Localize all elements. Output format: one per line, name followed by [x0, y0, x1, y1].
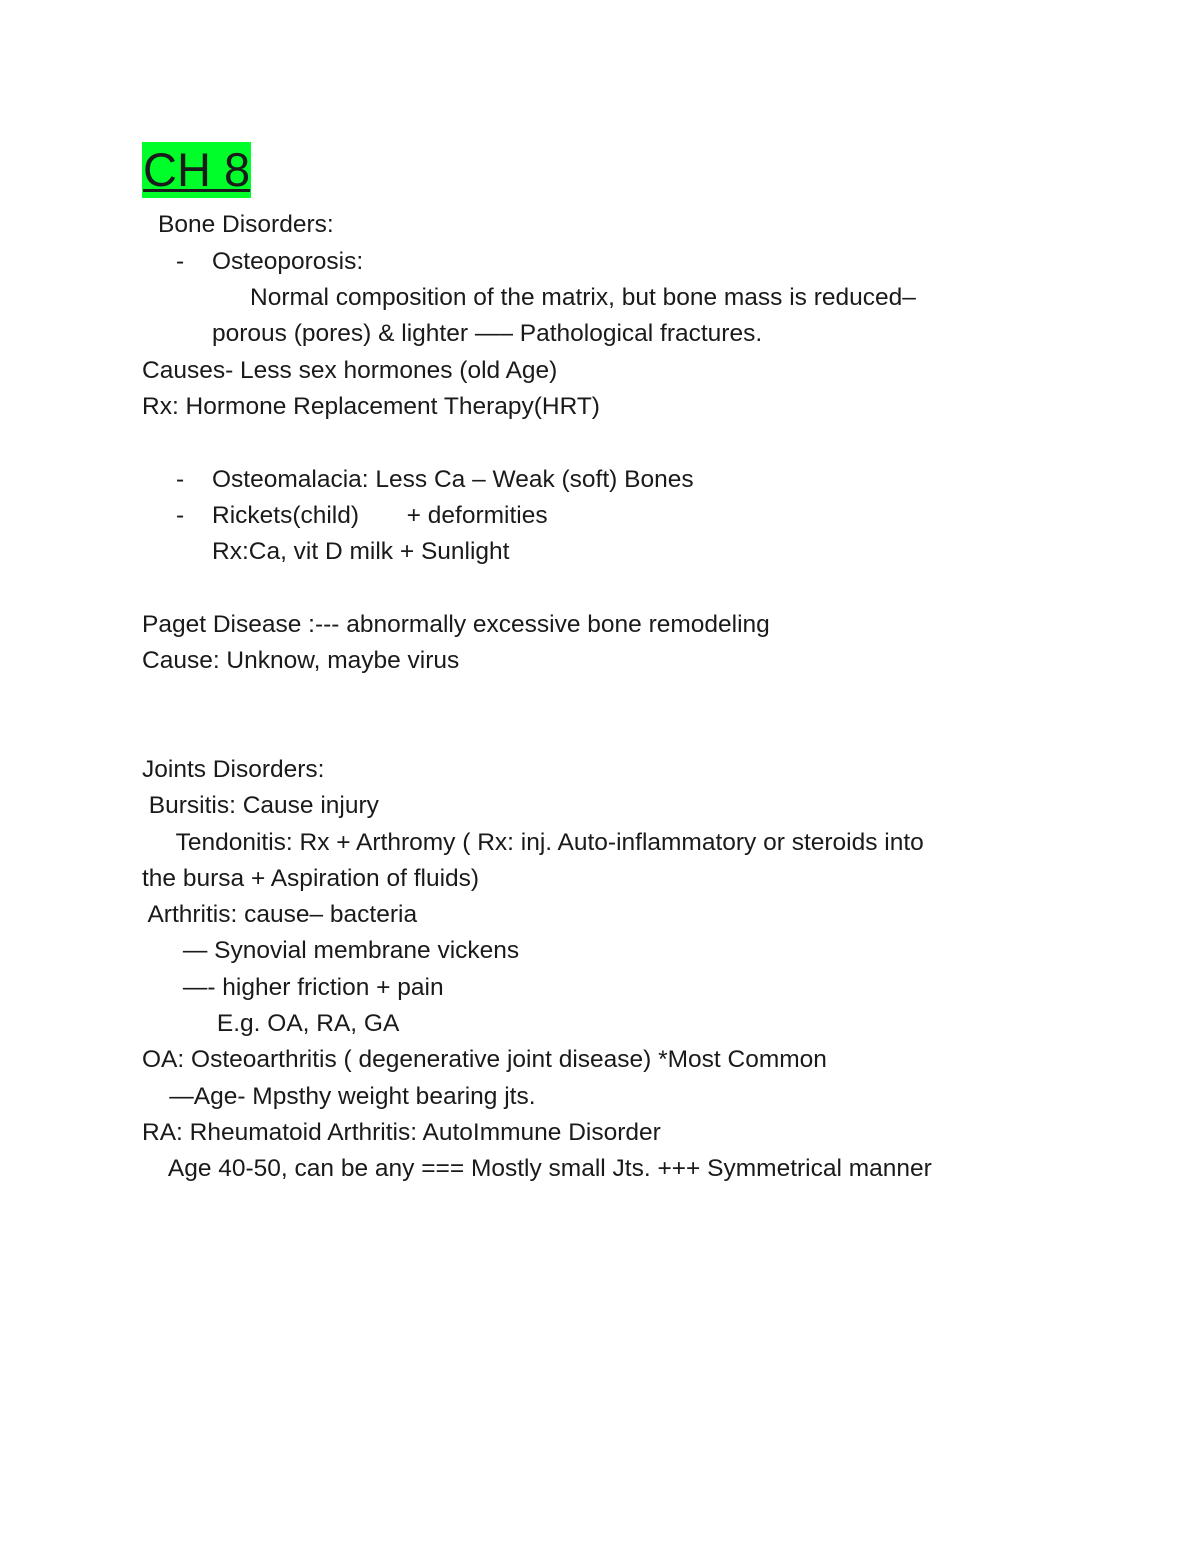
osteomalacia-item: Osteomalacia: Less Ca – Weak (soft) Bones: [212, 466, 694, 493]
joints-disorders-heading: Joints Disorders:: [142, 756, 325, 783]
osteoporosis-description-line2: porous (pores) & lighter —– Pathological fractures.: [212, 320, 763, 347]
osteoarthritis-age-line: —Age- Mpsthy weight bearing jts.: [142, 1083, 536, 1110]
osteoporosis-label: Osteoporosis:: [212, 248, 364, 275]
paget-disease: Paget Disease :--- abnormally excessive bone remodeling: [142, 611, 770, 638]
friction-line: —- higher friction + pain: [142, 974, 444, 1001]
bullet-dash: -: [176, 502, 185, 529]
arthritis-line: Arthritis: cause– bacteria: [142, 901, 418, 928]
tendonitis-continuation: the bursa + Aspiration of fluids): [142, 865, 480, 892]
rheumatoid-arthritis-age-line: Age 40-50, can be any === Mostly small Jts. +++ Symmetrical manner: [142, 1155, 932, 1182]
bullet-dash: -: [176, 466, 185, 493]
tendonitis-line: Tendonitis: Rx + Arthromy ( Rx: inj. Auto-inflammatory or steroids into: [142, 829, 924, 856]
synovial-line: — Synovial membrane vickens: [142, 937, 520, 964]
bursitis-line: Bursitis: Cause injury: [142, 792, 379, 819]
osteoarthritis-line: OA: Osteoarthritis ( degenerative joint disease) *Most Common: [142, 1046, 827, 1073]
osteoporosis-causes: Causes- Less sex hormones (old Age): [142, 357, 558, 384]
rheumatoid-arthritis-line: RA: Rheumatoid Arthritis: AutoImmune Disorder: [142, 1119, 661, 1146]
examples-line: E.g. OA, RA, GA: [142, 1010, 400, 1037]
rickets-item: Rickets(child) + deformities: [212, 502, 548, 529]
paget-cause: Cause: Unknow, maybe virus: [142, 647, 460, 674]
bone-disorders-heading: Bone Disorders:: [158, 211, 334, 238]
osteoporosis-treatment: Rx: Hormone Replacement Therapy(HRT): [142, 393, 600, 420]
osteoporosis-description-line1: Normal composition of the matrix, but bone mass is reduced–: [250, 284, 916, 311]
bullet-dash: -: [176, 248, 185, 275]
chapter-title: CH 8: [143, 143, 251, 196]
rickets-treatment: Rx:Ca, vit D milk + Sunlight: [212, 538, 510, 565]
